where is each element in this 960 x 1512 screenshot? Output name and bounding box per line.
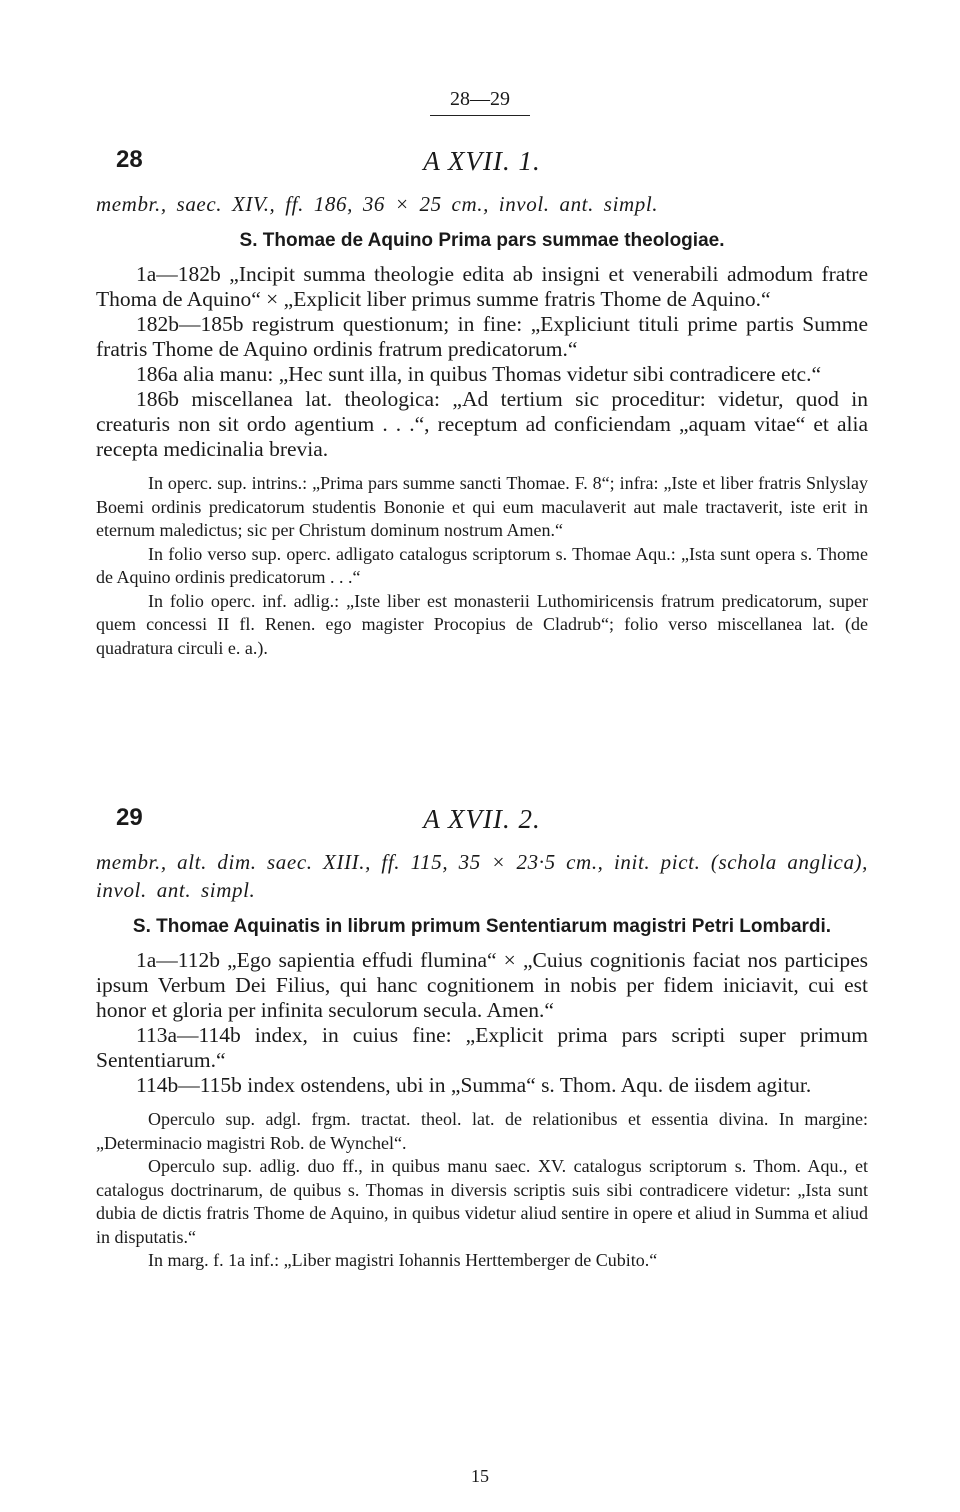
running-header: [0, 88, 960, 116]
content-paragraph: 1a—182b „Incipit summa theologie edita ab insigni et venerabili admodum fratre Thoma de Aquino“ × „Explicit liber primus summe fratris Thome de Aquino.“: [96, 262, 868, 311]
entry-number: 28: [116, 146, 143, 173]
catalog-entry: [96, 804, 868, 1273]
content-paragraph: 114b—115b index ostendens, ubi in „Summa“ s. Thom. Aqu. de iisdem agitur.: [136, 1073, 812, 1097]
content-paragraphs: [96, 948, 868, 1098]
physical-description: membr., alt. dim. saec. XIII., ff. 115, 35 × 23·5 cm., init. pict. (schola anglica), invol. ant. simpl.: [96, 850, 868, 902]
content-paragraph: 186b miscellanea lat. theologica: „Ad tertium sic proceditur: videtur, quod in creaturis non sit ordo agentium . . .“, receptum ad conficiendam „aquam vitae“ et alia recepta medicinalia brevia.: [96, 387, 868, 461]
entry-heading: [96, 804, 868, 848]
page-range: 28—29: [430, 88, 530, 116]
entry-heading: [96, 146, 868, 190]
note-paragraph: In folio operc. inf. adlig.: „Iste liber est monasterii Luthomiricensis fratrum predicatorum, super quem concessi II fl. Renen. ego magister Procopius de Cladrub“; folio verso miscellanea lat. (de quadratura circuli e. a.).: [96, 590, 868, 658]
content-paragraph: 186a alia manu: „Hec sunt illa, in quibus Thomas videtur sibi contradicere etc.“: [136, 362, 822, 386]
binding-notes: [96, 1108, 868, 1273]
entry-title: S. Thomae de Aquino Prima pars summae theologiae.: [239, 230, 725, 251]
entry-number: 29: [116, 804, 143, 831]
note-paragraph: In marg. f. 1a inf.: „Liber magistri Iohannis Herttemberger de Cubito.“: [148, 1250, 658, 1270]
note-paragraph: In operc. sup. intrins.: „Prima pars summe sancti Thomae. F. 8“; infra: „Iste et liber fratris Snlyslay Boemi ordinis predicatorum studentis Bononie et qui eum maculaverit aut male tractaverit, iste erit in eternum maledictus; sic per Christum dominum nostrum Amen.“: [96, 473, 868, 540]
content-paragraph: 113a—114b index, in cuius fine: „Explicit prima pars scripti super primum Sententiarum.“: [96, 1023, 868, 1072]
content-paragraph: 182b—185b registrum questionum; in fine: „Expliciunt tituli prime partis Summe fratris Thome de Aquino ordinis fratrum predicatorum.“: [96, 312, 868, 361]
note-paragraph: Operculo sup. adlig. duo ff., in quibus manu saec. XV. catalogus scriptorum s. Thom. Aqu., et catalogus doctrinarum, de quibus s. Thomas in diversis scriptis suis sibi contradicere videtur: „Ista sunt dubia de dictis fratris Thome de Aquino, in quibus videtur aliud sentire in opere et aliud in Summa et aliud in disputatis.“: [96, 1156, 868, 1247]
content-paragraphs: [96, 262, 868, 462]
shelfmark: A XVII. 1.: [423, 146, 541, 176]
physical-description: membr., saec. XIV., ff. 186, 36 × 25 cm., invol. ant. simpl.: [96, 192, 659, 216]
binding-notes: [96, 472, 868, 660]
content-paragraph: 1a—112b „Ego sapientia effudi flumina“ × „Cuius cognitionis faciat nos participes ipsum Verbum Dei Filius, qui hanc cognitionem in nobis per fidem iniciavit, cui est honor et gloria per infinita seculorum secula. Amen.“: [96, 948, 868, 1022]
page-number: 15: [471, 1466, 489, 1486]
note-paragraph: Operculo sup. adgl. frgm. tractat. theol. lat. de relationibus et essentia divina. In margine: „Determinacio magistri Rob. de Wynchel“.: [96, 1109, 868, 1153]
catalog-entry: [96, 146, 868, 660]
note-paragraph: In folio verso sup. operc. adligato catalogus scriptorum s. Thomae Aqu.: „Ista sunt opera s. Thome de Aquino ordinis predicatorum . . .“: [96, 543, 868, 587]
entry-title: S. Thomae Aquinatis in librum primum Sententiarum magistri Petri Lombardi.: [132, 916, 832, 937]
shelfmark: A XVII. 2.: [423, 804, 541, 834]
